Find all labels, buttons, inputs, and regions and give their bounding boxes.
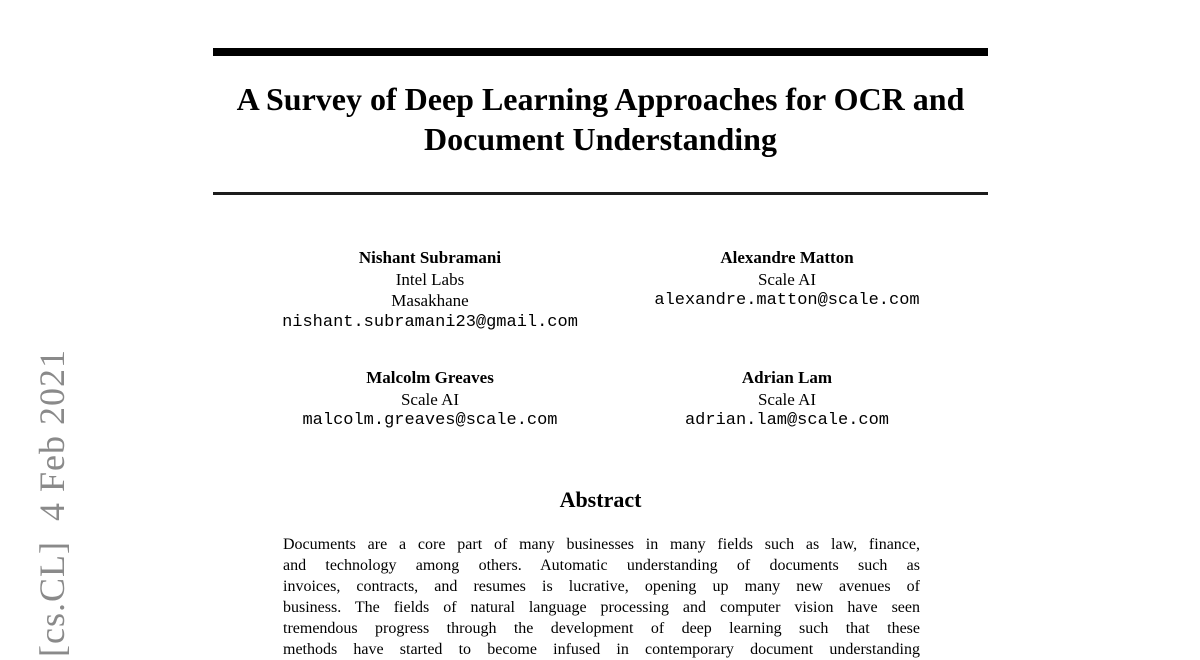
abstract-heading: Abstract — [559, 487, 642, 512]
author-email: adrian.lam@scale.com — [684, 411, 890, 430]
abstract-line: Documents are a core part of many businesses in many fields such as law, finance, — [283, 536, 920, 553]
abstract-line: tremendous progress through the development of deep learning such that these — [283, 620, 920, 637]
paper-title-line2: Document Understanding — [424, 121, 777, 157]
author-email: nishant.subramani23@gmail.com — [282, 312, 578, 332]
author-name: Nishant Subramani — [358, 248, 502, 267]
author-affiliation: Scale AI — [757, 269, 817, 289]
author-name: Adrian Lam — [741, 368, 833, 387]
abstract-line: invoices, contracts, and resumes is lucrative, opening up many new avenues of — [283, 578, 920, 595]
abstract-line-clipped: methods have started to become infused in contemporary document understanding — [283, 641, 920, 658]
title-rule-top — [213, 48, 988, 56]
author-block-adrian-lam — [587, 367, 987, 432]
author-affiliation: Intel Labs — [395, 269, 465, 289]
paper-title — [213, 79, 988, 159]
arxiv-stamp: [cs.CL] 4 Feb 2021 — [32, 349, 72, 657]
author-affiliation: Scale AI — [757, 389, 817, 409]
author-block-malcolm-greaves — [230, 367, 630, 432]
author-email: malcolm.greaves@scale.com — [302, 411, 558, 430]
abstract-line: business. The fields of natural language processing and computer vision have seen — [283, 599, 920, 616]
author-block-nishant-subramani — [230, 247, 630, 333]
abstract-text — [283, 534, 920, 660]
author-affiliation: Masakhane — [391, 291, 469, 310]
title-rule-bottom — [213, 192, 988, 195]
author-email: alexandre.matton@scale.com — [654, 291, 920, 310]
author-name: Alexandre Matton — [720, 248, 854, 267]
author-affiliation: Scale AI — [400, 389, 460, 409]
author-block-alexandre-matton — [587, 247, 987, 312]
abstract-line: and technology among others. Automatic understanding of documents such as — [283, 557, 920, 574]
author-name: Malcolm Greaves — [366, 368, 494, 387]
paper-title-line1: A Survey of Deep Learning Approaches for OCR and — [236, 81, 965, 117]
